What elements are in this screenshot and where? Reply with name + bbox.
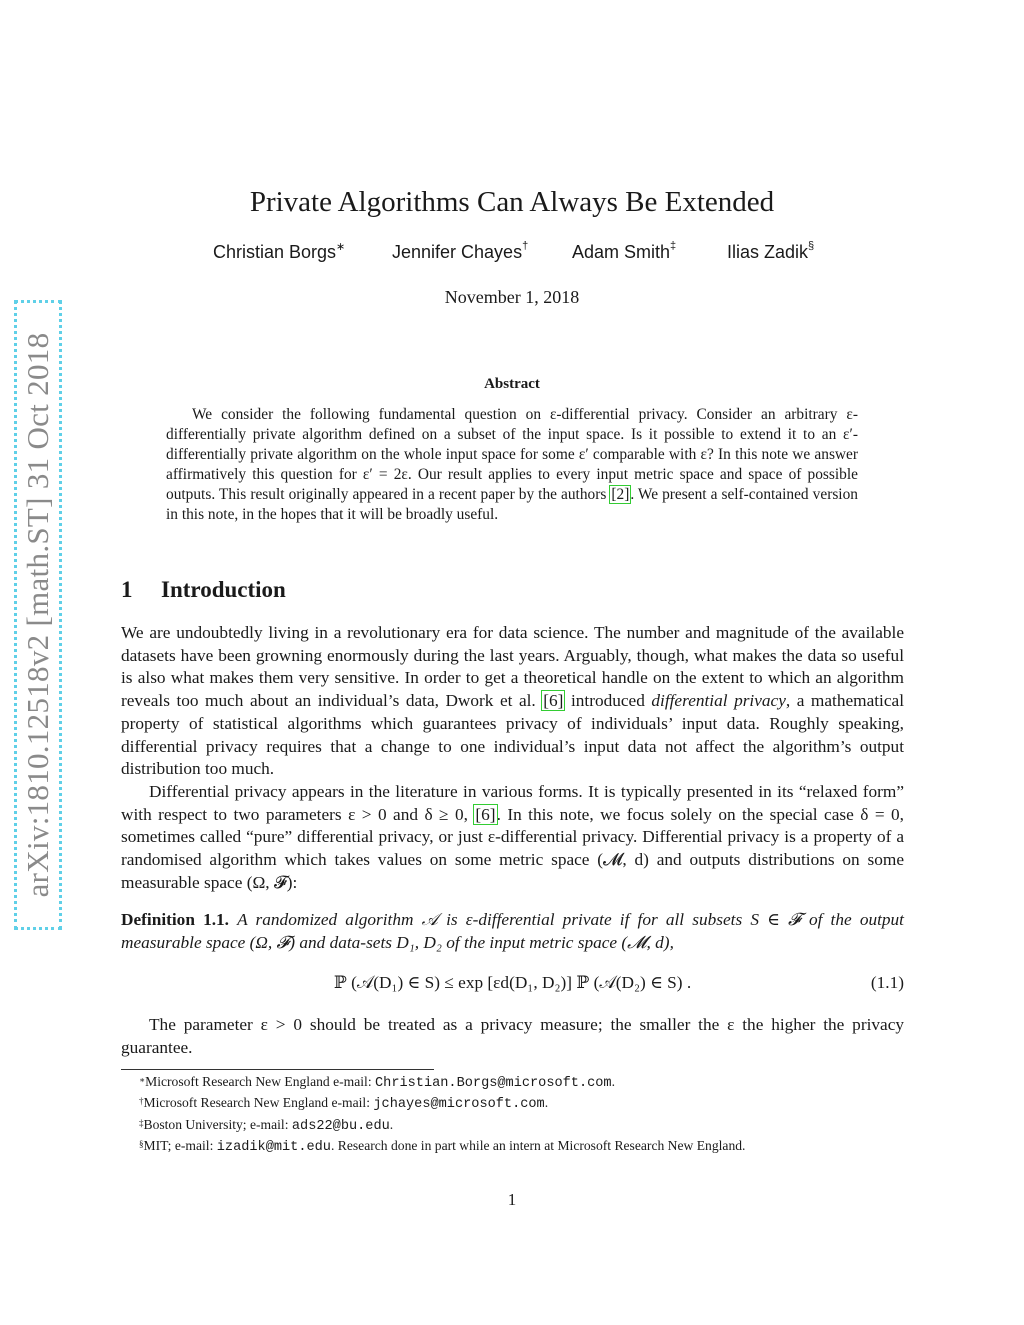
abstract-heading: Abstract — [484, 376, 540, 392]
author — [572, 242, 676, 263]
equation — [121, 973, 904, 997]
author-name: Jennifer Chayes — [392, 242, 523, 262]
paragraph-text: The parameter ε > 0 should be treated as a privacy measure; the smaller the ε the higher the privacy guarantee. — [121, 1015, 904, 1057]
author-footnote-mark[interactable]: ‡ — [670, 240, 677, 252]
paragraph — [121, 781, 904, 895]
email-link[interactable]: izadik@mit.edu — [216, 1140, 331, 1156]
abstract-text: We consider the following fundamental question on ε-differential privacy. Consider an arbitrary ε-differentially private algorithm defined on a subset of the input space. Is it possible to extend it to an ε′-differentially private algorithm on the whole input space for some ε′ comparable with ε? In this note we answer affirmatively this question for ε′ = 2ε. Our result applies to every input metric space and space of possible outputs. This result originally appeared in a recent paper by the authors — [166, 406, 858, 503]
footnote-text: . — [389, 1116, 394, 1132]
footnote-text: MIT; e-mail: — [143, 1138, 217, 1154]
footnote-text: . Research done in part while an intern at Microsoft Research New England. — [330, 1138, 746, 1154]
citation-link[interactable]: [6] — [543, 691, 564, 711]
author-name: Christian Borgs — [213, 242, 337, 262]
definition-text: A randomized algorithm 𝒜 is ε-differential private if for all subsets S ∈ 𝓕 of the output measurable space (Ω, 𝓕) and data-sets D₁, D₂ of the input metric space (𝓜, d), — [121, 910, 904, 952]
author — [727, 242, 814, 263]
arxiv-stamp[interactable] — [14, 300, 62, 930]
footnote-text: Microsoft Research New England e-mail: — [145, 1074, 376, 1089]
paragraph — [121, 622, 904, 781]
author-name: Adam Smith — [572, 242, 671, 262]
email-link[interactable]: Christian.Borgs@microsoft.com — [375, 1076, 612, 1091]
paragraph-text: , a mathematical property of statistical algorithms which guarantees privacy of individuals’ input data. Roughly speaking, differential privacy requires that a change to one individual’s input data not affect the algorithm’s output distribution too much. — [121, 691, 905, 779]
author-footnote-mark[interactable]: ∗ — [336, 241, 346, 253]
author — [392, 242, 528, 263]
footnote-rule — [121, 1069, 434, 1070]
abstract-body — [166, 405, 858, 525]
author-footnote-mark[interactable]: § — [808, 240, 815, 252]
author-name: Ilias Zadik — [727, 242, 809, 262]
footnote-mark: † — [139, 1096, 144, 1107]
citation-link[interactable]: [6] — [475, 804, 496, 824]
author — [213, 242, 345, 263]
author-list — [0, 242, 1024, 272]
footnote — [121, 1115, 904, 1136]
paragraph-text: Differential privacy appears in the literature in various forms. It is typically presented in its “relaxed form” with respect to two parameters ε > 0 and δ ≥ 0, — [121, 782, 904, 824]
footnote-text: . — [611, 1074, 615, 1089]
footnote-text: Boston University; e-mail: — [143, 1116, 292, 1132]
footnote — [121, 1093, 904, 1114]
definition-label: Definition 1.1. — [121, 910, 229, 929]
author-footnote-mark[interactable]: † — [522, 240, 529, 252]
footnote-mark: § — [139, 1139, 144, 1150]
equation-number: (1.1) — [870, 973, 904, 992]
paragraph-text: . In this note, we focus solely on the special case δ = 0, sometimes called “pure” differential privacy, or just ε-differential privacy. Differential privacy is a property of a randomised algorithm which takes values on some metric space (𝓜, d) and outputs distributions on some measurable space (Ω, 𝓕): — [121, 804, 904, 892]
section-number: 1 — [121, 577, 133, 602]
abstract-text: . We present a self-contained version in this note, in the hopes that it will be broadly useful. — [166, 486, 858, 523]
emphasized-term: differential privacy — [651, 691, 786, 711]
citation-link[interactable]: [2] — [611, 486, 630, 503]
equation-body: ℙ (𝒜(D₁) ∈ S) ≤ exp [εd(D₁, D₂)] ℙ (𝒜(D₂) ∈ S) . — [333, 973, 692, 992]
footnote — [121, 1072, 904, 1093]
definition-block — [121, 909, 904, 954]
publication-date: November 1, 2018 — [444, 287, 580, 307]
footnote — [121, 1136, 904, 1157]
footnote-mark: ‡ — [139, 1117, 144, 1128]
paragraph — [121, 1014, 904, 1059]
arxiv-identifier: arXiv:1810.12518v2 [math.ST] 31 Oct 2018 — [20, 332, 55, 898]
email-link[interactable]: jchayes@microsoft.com — [373, 1097, 545, 1113]
section-heading — [121, 577, 286, 603]
email-link[interactable]: ads22@bu.edu — [291, 1118, 390, 1134]
footnote-mark: ∗ — [139, 1075, 146, 1085]
footnote-text: . — [544, 1095, 549, 1111]
footnote-text: Microsoft Research New England e-mail: — [143, 1095, 374, 1111]
section-title: Introduction — [161, 577, 286, 602]
paper-title: Private Algorithms Can Always Be Extended — [249, 186, 775, 218]
paragraph-text: We are undoubtedly living in a revolutionary era for data science. The number and magnitude of the available datasets have been growning enormously during the last years. Arguably, though, what makes the data so useful is also what makes them very sensitive. In order to get a theoretical handle on the extent to which an algorithm reveals too much about an individual’s data, Dwork et al. — [121, 623, 904, 711]
footnotes — [121, 1072, 904, 1158]
paragraph-text: introduced — [564, 691, 652, 711]
page-number: 1 — [507, 1190, 517, 1209]
